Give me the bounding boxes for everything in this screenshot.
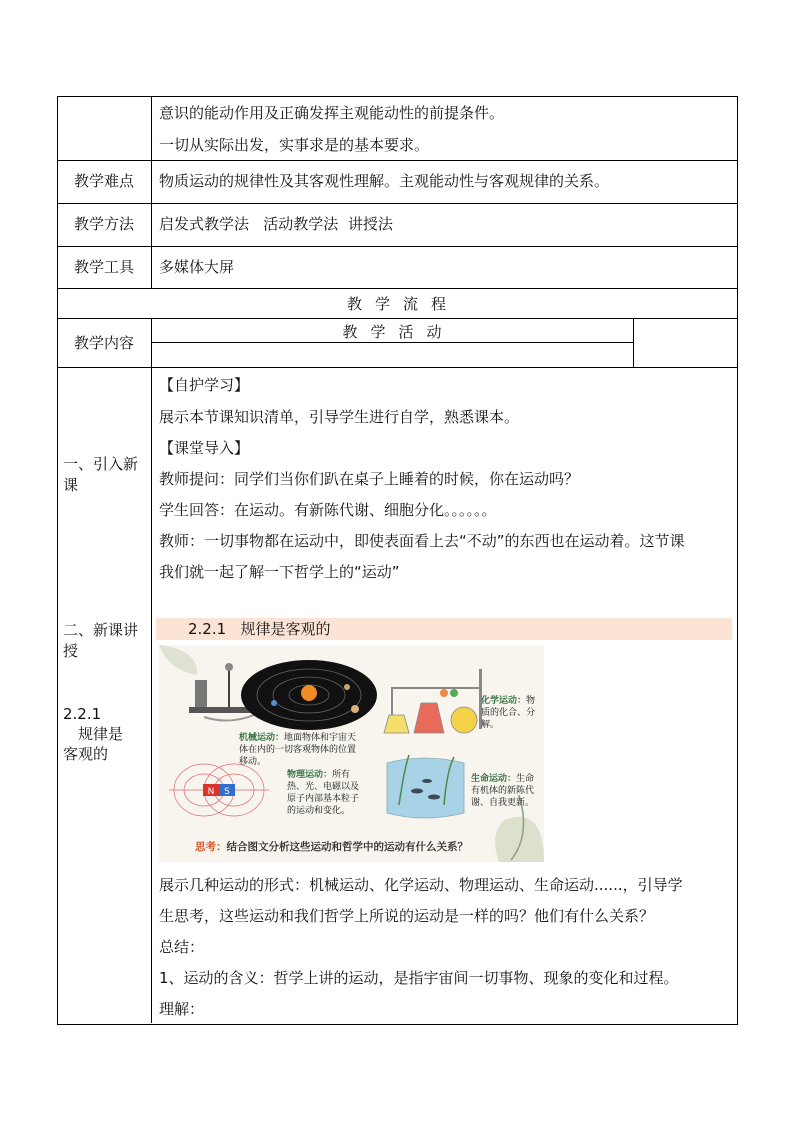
subsection-title: 客观的 [63, 745, 109, 763]
understand-label: 理解： [159, 1000, 205, 1018]
difficulty-value: 物质运动的规律性及其客观性理解。主观能动性与客观规律的关系。 [159, 172, 610, 190]
row-divider [57, 367, 737, 368]
difficulty-label: 教学难点 [73, 172, 134, 190]
think-label: 思考： [195, 841, 227, 853]
new-lesson-heading: 二、新课讲 [63, 621, 139, 639]
teacher-remark: 我们就一起了解一下哲学上的“运动” [159, 563, 400, 581]
objective-line: 意识的能动作用及正确发挥主观能动性的前提条件。 [159, 104, 505, 122]
tools-value: 多媒体大屏 [159, 258, 235, 276]
col-divider [151, 96, 152, 289]
chemical-text: 物质的化合、分解。 [481, 696, 536, 730]
row-divider [57, 246, 737, 247]
section-heading-bar [156, 618, 732, 640]
magnet-n-label: N [207, 787, 215, 797]
row-divider [57, 203, 737, 204]
row-divider [151, 342, 633, 343]
physical-caption [287, 769, 359, 817]
magnet-s-label: S [224, 787, 230, 797]
objective-line: 一切从实际出发，实事求是的基本要求。 [159, 136, 430, 154]
tools-label: 教学工具 [73, 258, 134, 276]
think-text: 结合图文分析这些运动和哲学中的运动有什么关系？ [226, 841, 468, 853]
method-label: 教学方法 [73, 215, 134, 233]
think-prompt [195, 839, 468, 854]
teacher-remark: 教师：一切事物都在运动中，即使表面看上去“不动”的东西也在运动着。这节课 [159, 532, 685, 550]
mechanical-caption [239, 732, 364, 768]
new-lesson-heading: 授 [63, 642, 79, 660]
physical-title: 物理运动： [287, 770, 333, 780]
intro-heading: 一、引入新 [63, 455, 139, 473]
mechanical-title: 机械运动： [239, 733, 285, 743]
row-divider [57, 288, 737, 289]
motion-forms-figure [159, 645, 544, 862]
teacher-question: 教师提问：同学们当你们趴在桌子上睡着的时候，你在运动吗？ [159, 470, 580, 488]
chemical-caption [481, 695, 541, 731]
row-divider [57, 160, 737, 161]
life-caption [471, 773, 535, 809]
life-text: 生命有机体的新陈代谢、自我更新。 [471, 774, 535, 808]
mechanical-text: 地面物体和宇宙天体在内的一切客观物体的位置移动。 [239, 733, 357, 767]
student-answer: 学生回答：在运动。有新陈代谢、细胞分化。。。。。。 [159, 501, 497, 519]
summary-label: 总结： [159, 938, 205, 956]
self-study-text: 展示本节课知识清单，引导学生进行自学，熟悉课本。 [159, 408, 520, 426]
flow-title: 教学流程 [346, 295, 459, 313]
row-divider [57, 318, 737, 319]
show-text: 展示几种运动的形式：机械运动、化学运动、物理运动、生命运动......，引导学 [159, 876, 683, 894]
content-label: 教学内容 [73, 334, 134, 352]
method-value: 启发式教学法 活动教学法 讲授法 [159, 215, 393, 233]
subsection-number: 2.2.1 [63, 705, 102, 723]
activity-header: 教学活动 [342, 323, 455, 341]
col-divider [151, 318, 152, 1023]
physical-text: 所有热、光、电磁以及原子内部基本粒子的运动和变化。 [287, 770, 360, 816]
intro-heading: 课 [63, 476, 79, 494]
self-study-title: 【自护学习】 [159, 376, 250, 394]
point-one: 1、运动的含义：哲学上讲的运动，是指宇宙间一切事物、现象的变化和过程。 [159, 969, 679, 987]
show-text: 生思考，这些运动和我们哲学上所说的运动是一样的吗？他们有什么关系？ [159, 907, 655, 925]
section-heading: 2.2.1 规律是客观的 [188, 620, 331, 638]
chemical-title: 化学运动： [481, 696, 527, 706]
lead-in-title: 【课堂导入】 [159, 439, 250, 457]
subsection-title: 规律是 [63, 725, 124, 743]
life-title: 生命运动： [471, 774, 517, 784]
